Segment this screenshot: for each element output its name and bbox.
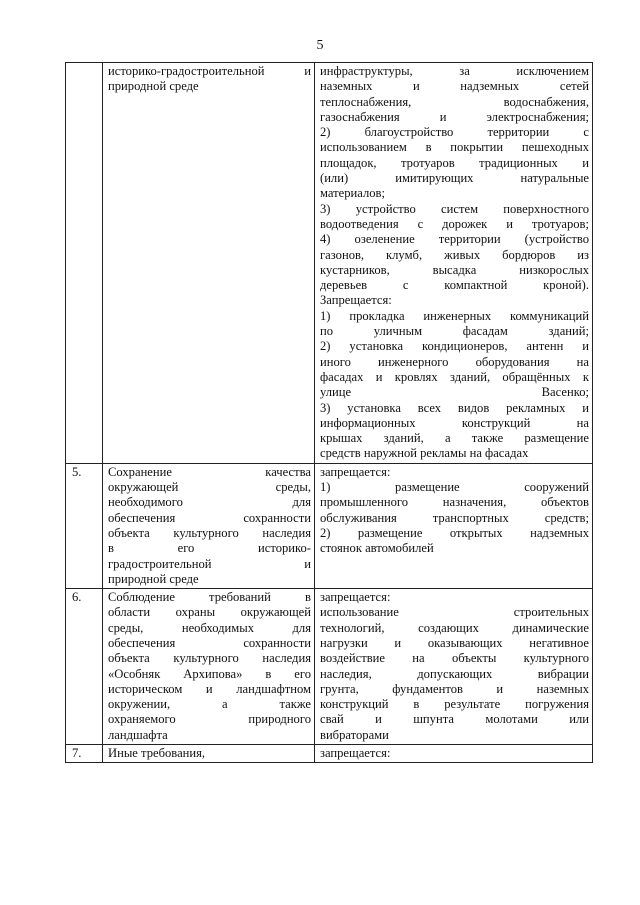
regulation-cell-line: водоотведения с дорожек и тротуаров; xyxy=(320,216,589,231)
regulation-cell-line: воздействие на объекты культурного xyxy=(320,651,589,666)
regulation-cell-line: инфраструктуры, за исключением xyxy=(320,64,589,78)
regulation-cell-line: 2) благоустройство территории с xyxy=(320,125,589,140)
regulation-cell-line: информационных конструкций на xyxy=(320,415,589,430)
regulation-cell-line: 3) установка всех видов рекламных и xyxy=(320,400,589,415)
requirement-cell-line: «Особняк Архипова» в его xyxy=(108,666,311,681)
regulation-cell-line: по уличным фасадам зданий; xyxy=(320,324,589,339)
table-row xyxy=(66,463,593,588)
regulation-cell-line: грунта, фундаментов и наземных xyxy=(320,681,589,696)
requirement-cell-line: в его историко- xyxy=(108,541,311,556)
regulation-cell xyxy=(315,63,593,464)
requirement-cell xyxy=(103,589,315,745)
regulation-cell-line: кустарников, высадка низкорослых xyxy=(320,262,589,277)
regulation-cell-line: использованием в покрытии пешеходных xyxy=(320,140,589,155)
regulation-cell-line: обслуживания транспортных средств; xyxy=(320,510,589,525)
regulation-cell-line: запрещается: xyxy=(320,590,391,605)
requirement-cell-line: области охраны окружающей xyxy=(108,605,311,620)
regulation-cell xyxy=(315,589,593,745)
requirement-cell-line: природной среде xyxy=(108,571,199,586)
row-number: 7. xyxy=(66,745,103,763)
row-number: 5. xyxy=(66,463,103,588)
requirement-cell-line: объекта культурного наследия xyxy=(108,525,311,540)
regulation-cell-line: 2) установка кондиционеров, антенн и xyxy=(320,339,589,354)
regulation-cell-line: улице Васенко; xyxy=(320,385,589,400)
requirement-cell-line: историческом и ландшафтном xyxy=(108,681,311,696)
regulation-cell-line: стоянок автомобилей xyxy=(320,541,434,556)
regulation-cell-line: теплоснабжения, водоснабжения, xyxy=(320,94,589,109)
regulation-cell-line: иного инженерного оборудования на xyxy=(320,354,589,369)
regulation-cell-line: нагрузки и оказывающих негативное xyxy=(320,635,589,650)
regulation-cell xyxy=(315,745,593,763)
requirement-cell-line: объекта культурного наследия xyxy=(108,651,311,666)
regulation-cell-line: использование строительных xyxy=(320,605,589,620)
regulation-cell-line: конструкций в результате погружения xyxy=(320,697,589,712)
regulation-cell-line: свай и шпунта молотами или xyxy=(320,712,589,727)
requirement-cell-line: Иные требования, xyxy=(108,746,206,761)
regulation-cell-line: материалов; xyxy=(320,186,386,201)
regulation-cell-line: газоснабжения и электроснабжения; xyxy=(320,109,589,124)
regulation-cell-line: 2) размещение открытых надземных xyxy=(320,525,589,540)
regulation-cell-line: газонов, клумб, живых бордюров из xyxy=(320,247,589,262)
requirement-cell-line: Сохранение качества xyxy=(108,464,311,479)
regulation-cell-line: Запрещается: xyxy=(320,293,392,308)
regulation-cell-line: 1) размещение сооружений xyxy=(320,480,589,495)
regulation-cell-line: фасадах и кровлях зданий, обращённых к xyxy=(320,369,589,384)
regulation-cell-line: 4) озеленение территории (устройство xyxy=(320,232,589,247)
page-number: 5 xyxy=(316,38,324,53)
requirement-cell xyxy=(103,745,315,763)
regulation-cell-line: наследия, допускающих вибрации xyxy=(320,666,589,681)
regulation-cell-line: запрещается: xyxy=(320,464,391,479)
requirement-cell xyxy=(103,63,315,464)
requirement-cell-line: Соблюдение требований в xyxy=(108,590,311,605)
requirement-cell-line: окружении, а также xyxy=(108,697,311,712)
regulation-cell-line: средств наружной рекламы на фасадах xyxy=(320,446,529,461)
requirement-cell-line: обеспечения сохранности xyxy=(108,635,311,650)
regulation-cell-line: технологий, создающих динамические xyxy=(320,620,589,635)
requirements-table xyxy=(65,62,593,763)
requirement-cell-line: необходимого для xyxy=(108,495,311,510)
regulation-cell-line: 3) устройство систем поверхностного xyxy=(320,201,589,216)
requirements-table-body xyxy=(66,63,593,763)
regulation-cell-line: промышленного назначения, объектов xyxy=(320,495,589,510)
regulation-cell-line: запрещается: xyxy=(320,746,391,761)
table-row xyxy=(66,63,593,464)
requirement-cell-line: природной среде xyxy=(108,79,199,94)
regulation-cell-line: площадок, тротуаров традиционных и xyxy=(320,155,589,170)
requirement-cell-line: градостроительной и xyxy=(108,556,311,571)
requirement-cell-line: обеспечения сохранности xyxy=(108,510,311,525)
requirement-cell-line: охраняемого природного xyxy=(108,712,311,727)
requirement-cell-line: окружающей среды, xyxy=(108,480,311,495)
regulation-cell-line: деревьев с компактной кроной). xyxy=(320,278,589,293)
regulation-cell-line: (или) имитирующих натуральные xyxy=(320,171,589,186)
regulation-cell-line: наземных и надземных сетей xyxy=(320,79,589,94)
requirement-cell-line: ландшафта xyxy=(108,727,168,742)
requirement-cell-line: историко-градостроительной и xyxy=(108,64,311,78)
requirement-cell-line: среды, необходимых для xyxy=(108,620,311,635)
table-row xyxy=(66,745,593,763)
row-number xyxy=(66,63,103,464)
requirement-cell xyxy=(103,463,315,588)
regulation-cell-line: вибраторами xyxy=(320,727,389,742)
table-row xyxy=(66,589,593,745)
regulation-cell-line: крышах зданий, а также размещение xyxy=(320,431,589,446)
row-number: 6. xyxy=(66,589,103,745)
regulation-cell-line: 1) прокладка инженерных коммуникаций xyxy=(320,308,589,323)
regulation-cell xyxy=(315,463,593,588)
